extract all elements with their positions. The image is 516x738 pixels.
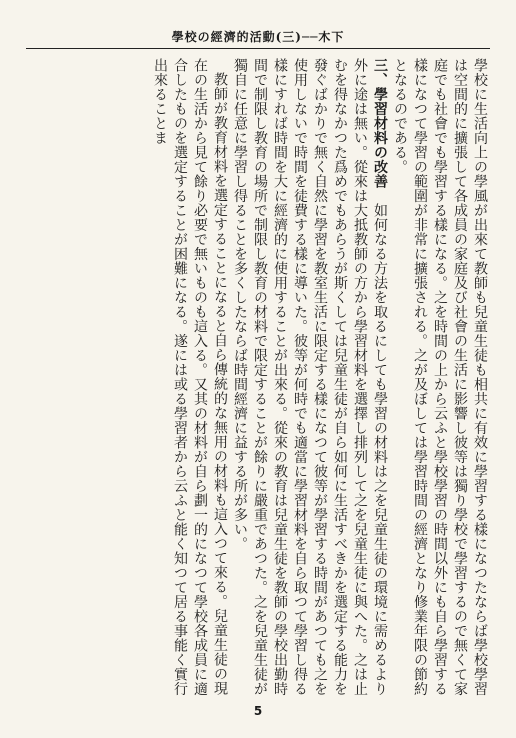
paragraph-1: 學校に生活向上の學風が出來て教師も兒童生徒も相共に有效に學習する樣になつたならば學校學習は空間的に擴張して各成員の家庭及び社會の生活に影響し彼等は獨り學校で學習するので無くて家庭でも社會でも學習する樣になる。之を時間の上から云ふと學校學習の時間以外にも自ら學習する樣になつて學習の範圍が非常に擴張される。之が及ぼしては學習時間の經濟となり修業年限の節約となるのである。 (392, 58, 488, 696)
paragraph-3: 教師が教育材料を選定することになると自ら傳統的な無用の材料も這入つて來る。兒童生徒の現在の生活から見て餘り必要で無いものも這入る。又其の材料が自ら劃一的になつて學校各成員に適合したものを選定することが困難になる。遂には或る學習者から云ふと能く知つて居る事能く實行出來ることま (152, 58, 228, 696)
header-rule (26, 48, 490, 49)
page-number: 5 (253, 704, 263, 718)
body-text (26, 58, 490, 698)
section-heading: 三、學習材料の改善 (372, 58, 388, 189)
section-paragraph-text: 如何なる方法を取るにしても學習の材料は之を兒童生徒の環境に需めるより外に途は無い。從來は大抵教師の方から學習材料を選擇し排列して之を兒童生徒に與へた。之は止むを得なかつた爲めでもあらうが斯くしては兒童生徒が自ら如何に生活すべきかを選定する能力を發ぐばかりで無く自然に學習を教室生活に限定する樣になつて彼等が學習する時間があつても之を使用しないで時間を徒費する樣に導いた。彼等が何時でも適當に學習材料を自ら取つて學習し得る樣にすれば時間を大に經濟的に使用することが出來る。從來の教育は兒童生徒を教師の學校出勤時間で制限し教育の場所で制限し教育の材料で限定することが餘りに嚴重であつた。之を兒童生徒が獨自に任意に學習し得ることを多くしたならば時間經濟に益する所が多い。 (232, 58, 388, 696)
paragraph-2 (230, 58, 390, 698)
running-header: 學校の經濟的活動(三)──木下 (171, 30, 345, 44)
